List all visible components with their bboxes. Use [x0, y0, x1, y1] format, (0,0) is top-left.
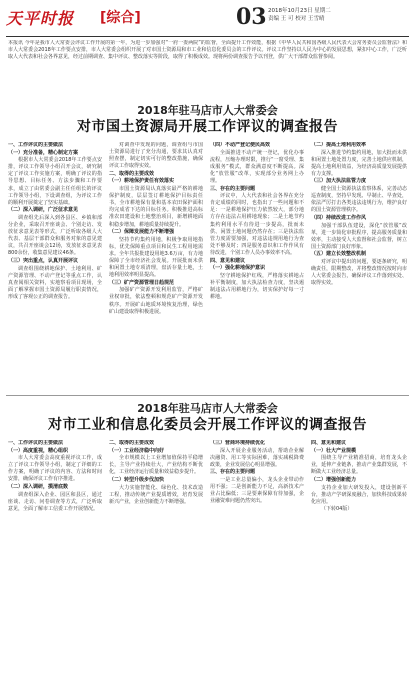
article2-headline — [0, 402, 415, 434]
section-subheading: 四、意见和建议 — [210, 257, 246, 264]
body-paragraph: 坚守耕地保护红线，严格落实耕地占补平衡制度，加大执法检查力度，坚决遏制违法占用耕地行为，切实保护好每一寸耕地。 — [210, 272, 304, 300]
section-subheading: （二）转型升级步伐加快 — [109, 476, 165, 483]
section-subheading: （二）增强创新能力 — [311, 476, 357, 483]
section-subheading: （一）壮大产业规模 — [311, 447, 357, 454]
editor-line: 责编 王 可 校对 王雪晴 — [268, 16, 325, 22]
article2-column-2 — [109, 440, 203, 672]
body-paragraph: 对评议中提出的问题，要逐条研究，明确责任，限期整改，并将整改情况按时向市人大常委会报告，确保评议工作落到实处、取得实效。 — [311, 259, 407, 287]
body-paragraph: 根据市人大常委会2018年工作要点安排，评议工作领导小组召开会议，研究制定了评议工作实施方案，明确了评议的指导思想、目标任务、方法步骤和工作要求，成立了由常委会副主任任组长的评议工作领导小组，下设调查组，为评议工作的顺利开展奠定了坚实基础。 — [8, 157, 102, 206]
body-paragraph: 全面推进不动产统一登记，优化办事流程，压缩办理时限，推行“一窗受理、集成服务”模式，群众满意度不断提高。深化“放管服”改革，实现部分业务网上办理。 — [210, 149, 304, 184]
article2-title: 对市工业和信息化委员会开展工作评议的调查报告 — [48, 417, 367, 433]
section-subheading: （一）工业经济稳中向好 — [109, 447, 165, 454]
page-number: 03 — [236, 4, 267, 30]
body-paragraph: 深入推进节约集约用地，加大批而未供和闲置土地处置力度，完善土地供应机制，提高土地利用效益，为经济高质量发展提供有力支撑。 — [311, 149, 407, 177]
issue-meta — [268, 7, 331, 23]
section-subheading: （三）加大执法监管力度 — [311, 178, 367, 185]
section-subheading: （一）耕地保护责任有效落实 — [109, 178, 175, 185]
article1-headline — [0, 104, 415, 136]
section-subheading: （五）建立长效整改机制 — [311, 251, 367, 258]
body-paragraph: 对调查中发现的问题，调查组与市国土资源局进行了充分沟通，要求其认真对照查摆，制定切实可行的整改措施，确保评议工作取得实效。 — [109, 142, 203, 170]
section-subheading: （二）深入调研，广泛征求意见 — [8, 207, 79, 214]
section-subheading: （一）高度重视，精心组织 — [8, 447, 69, 454]
body-paragraph: 市国土资源局认真落实最严格的耕地保护制度，层层签订耕地保护目标责任书，全市耕地保有量和基本农田保护面积均完成省下达的目标任务。积极推进高标准农田建设和土地整治项目，新增耕地面积稳步增加，耕地质量持续提升。 — [109, 186, 203, 228]
body-paragraph: 坚持节约集约用地，积极争取用地指标，优先保障重点项目和民生工程用地需求。全年共报批建设用地3.6万亩，有力地保障了全市经济社会发展。开展批而未供和闲置土地专项清理，盘活存量土地，土地利用效率明显提高。 — [109, 236, 203, 279]
article2-column-3 — [210, 440, 304, 672]
article1-column-1 — [8, 142, 102, 392]
body-paragraph: 调查组围绕耕地保护、土地利用、矿产资源管理、不动产登记等重点工作，认真查阅相关资料，实地察看项目现场，全面了解掌握市国土资源局履行职责情况，形成了客观公正的调查报告。 — [8, 265, 102, 300]
section-subheading: （一）强化耕地保护意识 — [210, 265, 266, 272]
body-paragraph: 围绕主导产业精准招商，培育龙头企业，延伸产业链条，推动产业集群发展，不断做大工业经济总量。 — [311, 455, 407, 476]
body-paragraph: 深入开展企业服务活动，帮助企业解决融资、用工等实际困难，落实减税降费政策，企业发展信心明显增强。 — [210, 447, 304, 468]
section-subheading: （二）提高土地利用效率 — [311, 142, 367, 148]
body-paragraph: 加强矿产资源开发利用监管，严格矿业权审批，依法整顿和规范矿产资源开发秩序。开展矿山地质环境恢复治理，绿色矿山建设取得积极进展。 — [109, 287, 203, 315]
section-subheading: （一）充分准备，精心制定方案 — [8, 149, 79, 156]
section-subheading: 三、存在的主要问题 — [210, 469, 256, 476]
body-paragraph: 全市规模以上工业增加值保持平稳增长，主导产业持续壮大，产业结构不断优化，工业经济运行质量和效益稳步提升。 — [109, 455, 203, 476]
lead-paragraph: 本报讯 今年是我市人大常委会评议工作开展的第一年，为进一步加强对“一府一委两院”的监督，全面提升工作效能，根据《中华人民共和国各级人民代表大会常务委员会监督法》和市人大常委会2018年工作要点安排，市人大常委会组织开展了对市国土资源局和市工业和信息化委员会的工作评议。评议工作坚持以人民为中心的发展思想，紧扣中心工作，广泛听取人大代表和社会各界意见，经过前期调查、集中评议、整改落实等阶段，取得了积极成效。现将两份调查报告予以刊登，供广大干部群众监督参阅。 — [8, 40, 407, 61]
issue-date: 2018年10月23日 星期二 — [268, 8, 331, 14]
body-paragraph: 加强干部队伍建设，深化“放管服”改革，进一步简化审批程序，提高服务质量和效率，主动接受人大监督和社会监督，树立国土资源部门良好形象。 — [311, 222, 407, 250]
article1-column-3 — [210, 142, 304, 392]
section-subheading: 一、工作评议的主要做法 — [8, 440, 64, 446]
section-subheading: 二、取得的主要成效 — [109, 170, 155, 177]
body-paragraph: 市人大常委会高度重视评议工作，成立了评议工作领导小组，制定了详细的工作方案，明确了评议的内容、方法和时间安排，确保评议工作有序推进。 — [8, 455, 102, 483]
section-tag: [综合] — [100, 10, 141, 26]
body-paragraph: 调查组先后深入到各县区、乡镇和部分企业，采取召开座谈会、个别走访、发放征求意见表等形式，广泛听取各级人大代表、基层干部群众和服务对象的意见建议，共召开座谈会12场，发放征求意见表800余份，收集意见建议46条。 — [8, 214, 102, 257]
section-subheading: （三）营商环境持续优化 — [210, 440, 266, 446]
section-subheading: 一、工作评议的主要做法 — [8, 142, 64, 148]
section-subheading: 三、存在的主要问题 — [210, 185, 256, 192]
article1-column-4 — [311, 142, 407, 392]
body-paragraph: 调查组深入企业、园区和县区，通过座谈、走访、问卷调查等方式，广泛听取意见，全面了解市工信委工作开展情况。 — [8, 491, 102, 512]
newspaper-logo[interactable]: 天平时报 — [6, 9, 75, 28]
section-subheading: （三）矿产资源管理日趋规范 — [109, 279, 175, 286]
body-paragraph: 健全国土资源执法监察体系，完善动态巡查制度，坚持早发现、早制止、早查处，依法严厉打击各类违法违规行为，维护良好的国土资源管理秩序。 — [311, 186, 407, 214]
article1-column-2 — [109, 142, 203, 392]
section-subheading: （二）深入调研，摸清底数 — [8, 484, 69, 491]
article1-kicker: 2018年驻马店市人大常委会 — [137, 104, 278, 117]
body-paragraph: 一是工业总量偏小，龙头企业带动作用不强；二是创新能力不足，高新技术产业占比偏低；三是要素保障有待加强，企业融资难问题仍然突出。 — [210, 476, 304, 505]
masthead — [6, 4, 409, 34]
article1-title: 对市国土资源局开展工作评议的调查报告 — [77, 119, 338, 135]
section-subheading: （四）不动产登记便民高效 — [210, 142, 271, 148]
article-divider — [6, 395, 409, 396]
body-paragraph: 大力实施智能化、绿色化、技术改造工程，推动传统产业提质增效，培育发展新兴产业，企业创新能力不断增强。 — [109, 484, 203, 505]
body-paragraph: 评议中，人大代表和社会各界在充分肯定成绩的同时，也指出了一些问题和不足：一是耕地保护压力依然较大，部分地方存在违法占用耕地现象；二是土地节约集约利用水平有待进一步提高，批而未供、闲置土地问题仍然存在；三是执法监管力度需要加强，对违法违规用地行为查处不够及时；四是服务意识和工作作风有待改进，个别工作人员办事效率不高。 — [210, 193, 304, 256]
article2-kicker: 2018年驻马店市人大常委会 — [137, 402, 278, 415]
article2-column-1 — [8, 440, 102, 672]
section-subheading: （三）突出重点，认真开展评议 — [8, 258, 79, 264]
body-paragraph: （下转04版） — [321, 506, 353, 513]
article2-column-4 — [311, 440, 407, 672]
section-subheading: 二、取得的主要成效 — [109, 440, 155, 446]
top-divider — [6, 36, 409, 37]
section-subheading: 四、意见和建议 — [311, 440, 347, 446]
body-paragraph: 支持企业加大研发投入，建设创新平台，推动产学研深度融合，加快科技成果转化应用。 — [311, 484, 407, 505]
section-subheading: （四）持续改进工作作风 — [311, 214, 367, 221]
section-subheading: （二）保障发展能力不断增强 — [109, 229, 175, 236]
